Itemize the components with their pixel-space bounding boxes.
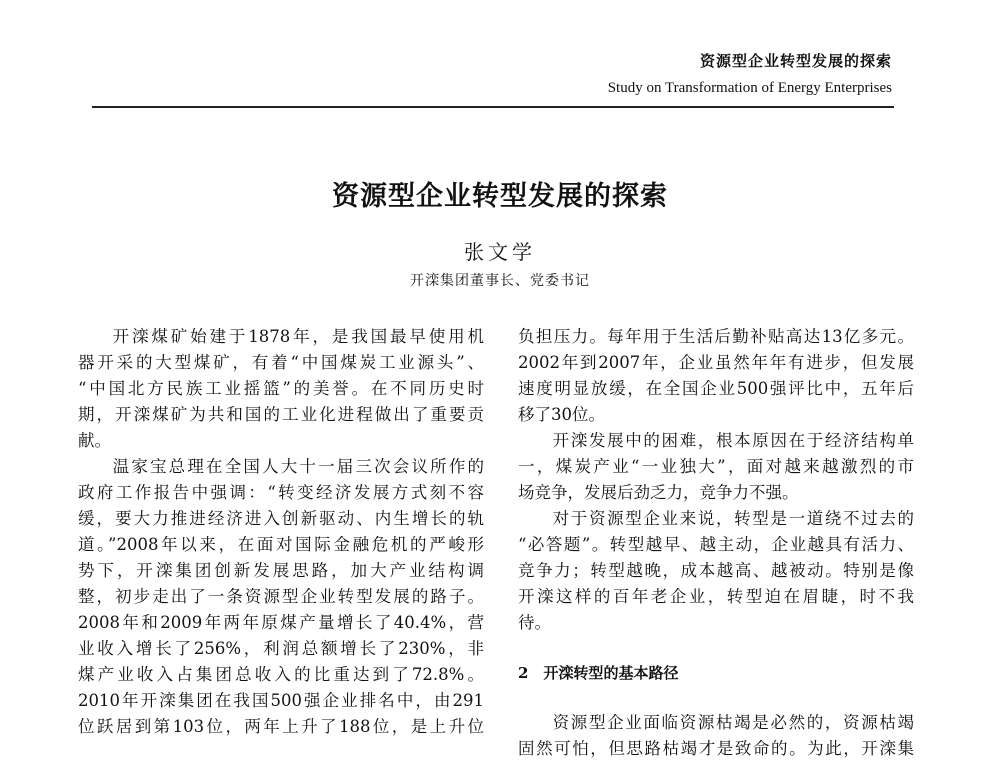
text-line: 2002年到2007年，企业虽然年年有进步，但发展 xyxy=(518,353,914,372)
article-title: 资源型企业转型发展的探索 xyxy=(332,181,668,212)
running-title-en: Study on Transformation of Energy Enterprises xyxy=(607,80,892,96)
text-line: 移了30位。 xyxy=(518,405,605,424)
text-line: 道。”2008年以来，在面对国际金融危机的严峻形 xyxy=(78,535,484,554)
text-line: 开滦这样的百年老企业，转型迫在眉睫，时不我 xyxy=(518,587,914,606)
text-line: 对于资源型企业来说，转型是一道绕不过去的 xyxy=(552,509,914,528)
text-line: 开滦煤矿始建于1878年，是我国最早使用机 xyxy=(112,327,484,346)
header-rule xyxy=(92,106,894,108)
text-line: 献。 xyxy=(78,431,111,450)
text-line: 温家宝总理在全国人大十一届三次会议所作的 xyxy=(112,457,484,476)
section-heading: 2 开滦转型的基本路径 xyxy=(518,664,679,682)
text-line: 势下，开滦集团创新发展思路，加大产业结构调 xyxy=(78,561,484,580)
text-line: 待。 xyxy=(518,613,551,632)
text-line: 整，初步走出了一条资源型企业转型发展的路子。 xyxy=(78,587,484,606)
text-line: 一，煤炭产业“一业独大”，面对越来越激烈的市 xyxy=(518,457,914,476)
text-line: 期，开滦煤矿为共和国的工业化进程做出了重要贡 xyxy=(78,405,484,424)
text-line: 负担压力。每年用于生活后勤补贴高达13亿多元。 xyxy=(518,327,914,346)
left-column xyxy=(78,324,484,740)
text-line: 器开采的大型煤矿，有着“中国煤炭工业源头”、 xyxy=(78,353,484,372)
text-line: “必答题”。转型越早、越主动，企业越具有活力、 xyxy=(518,535,914,554)
running-title-cn: 资源型企业转型发展的探索 xyxy=(699,52,892,70)
author-affiliation: 开滦集团董事长、党委书记 xyxy=(410,273,590,289)
text-line: 开滦发展中的困难，根本原因在于经济结构单 xyxy=(552,431,914,450)
right-column xyxy=(518,324,914,762)
text-line: 2008年和2009年两年原煤产量增长了40.4%，营 xyxy=(78,613,484,632)
text-line: 位跃居到第103位，两年上升了188位，是上升位 xyxy=(78,717,484,736)
text-line: 缓，要大力推进经济进入创新驱动、内生增长的轨 xyxy=(78,509,484,528)
text-line: 场竞争，发展后劲乏力，竞争力不强。 xyxy=(518,483,799,502)
text-line: 煤产业收入占集团总收入的比重达到了72.8%。 xyxy=(78,665,484,684)
article-author: 张文学 xyxy=(464,240,536,264)
text-line: “中国北方民族工业摇篮”的美誉。在不同历史时 xyxy=(78,379,484,398)
text-line: 速度明显放缓，在全国企业500强评比中，五年后 xyxy=(518,379,914,398)
text-line: 2010年开滦集团在我国500强企业排名中，由291 xyxy=(78,691,484,710)
text-line: 业收入增长了256%，利润总额增长了230%，非 xyxy=(78,639,484,658)
text-line: 竞争力；转型越晚，成本越高、越被动。特别是像 xyxy=(518,561,914,580)
text-line: 资源型企业面临资源枯竭是必然的，资源枯竭 xyxy=(552,713,914,732)
text-line: 政府工作报告中强调：“转变经济发展方式刻不容 xyxy=(78,483,484,502)
text-line: 固然可怕，但思路枯竭才是致命的。为此，开滦集 xyxy=(518,739,914,758)
